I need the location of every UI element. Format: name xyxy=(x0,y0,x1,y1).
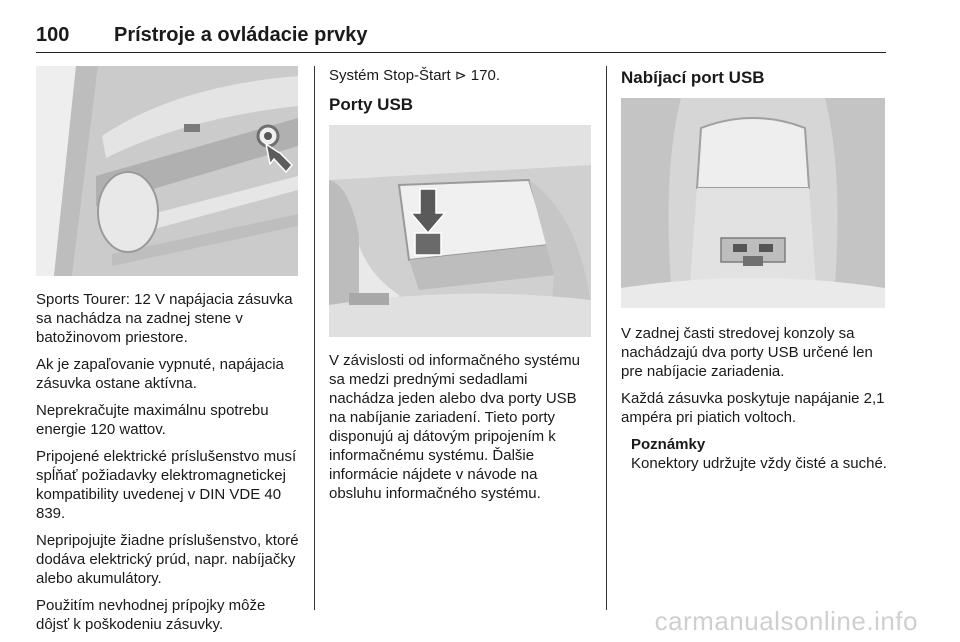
page-number: 100 xyxy=(36,24,70,46)
paragraph: Pripojené elektrické príslušenstvo musí spĺňať požiadavky elektromagnetickej kompatibility uvedenej v DIN VDE 40 839. xyxy=(36,448,297,522)
paragraph: V závislosti od informačného systému sa medzi prednými sedadlami nachádza jeden alebo dva porty USB na nabíjanie zariadení. Tieto porty disponujú aj dátovým pripojením k informačnému systému. Ďalšie informácie nájdete v návode na obsluhu informačného systému. xyxy=(329,352,580,502)
column-1 xyxy=(36,66,300,642)
paragraph: Použitím nevhodnej prípojky môže dôjsť k poškodeniu zásuvky. xyxy=(36,597,266,633)
paragraph: Sports Tourer: 12 V napájacia zásuvka sa nachádza na zadnej stene v batožinovom priestore. xyxy=(36,291,293,346)
section-heading: Porty USB xyxy=(329,95,414,114)
trunk-socket-illustration xyxy=(36,66,298,276)
watermark: carmanualsonline.info xyxy=(654,606,918,636)
paragraph: Neprekračujte maximálnu spotrebu energie 120 wattov. xyxy=(36,402,269,438)
column-divider xyxy=(314,66,315,610)
paragraph: Nepripojujte žiadne príslušenstvo, ktoré dodáva elektrický prúd, napr. nabíjačky alebo akumulátory. xyxy=(36,532,299,587)
xref-arrow-icon: ⊳ xyxy=(454,67,467,83)
section-heading: Nabíjací port USB xyxy=(621,68,765,87)
xref-page: 170. xyxy=(470,67,500,84)
note-box xyxy=(631,435,887,473)
column-3 xyxy=(621,66,887,473)
note-title: Poznámky xyxy=(631,436,706,453)
note-text: Konektory udržujte vždy čisté a suché. xyxy=(631,455,887,472)
page-header xyxy=(36,22,886,53)
column-divider xyxy=(606,66,607,610)
xref-text: Systém Stop-Štart xyxy=(329,67,451,84)
paragraph: Ak je zapaľovanie vypnuté, napájacia zásuvka ostane aktívna. xyxy=(36,356,284,392)
page-title: Prístroje a ovládacie prvky xyxy=(114,24,368,46)
paragraph: Každá zásuvka poskytuje napájanie 2,1 ampéra pri piatich voltoch. xyxy=(621,390,885,426)
cross-reference[interactable] xyxy=(329,66,593,85)
front-usb-illustration xyxy=(329,125,591,337)
rear-usb-illustration xyxy=(621,98,885,308)
column-2 xyxy=(329,66,593,511)
paragraph: V zadnej časti stredovej konzoly sa nachádzajú dva porty USB určené len pre nabíjacie zariadenia. xyxy=(621,325,873,380)
